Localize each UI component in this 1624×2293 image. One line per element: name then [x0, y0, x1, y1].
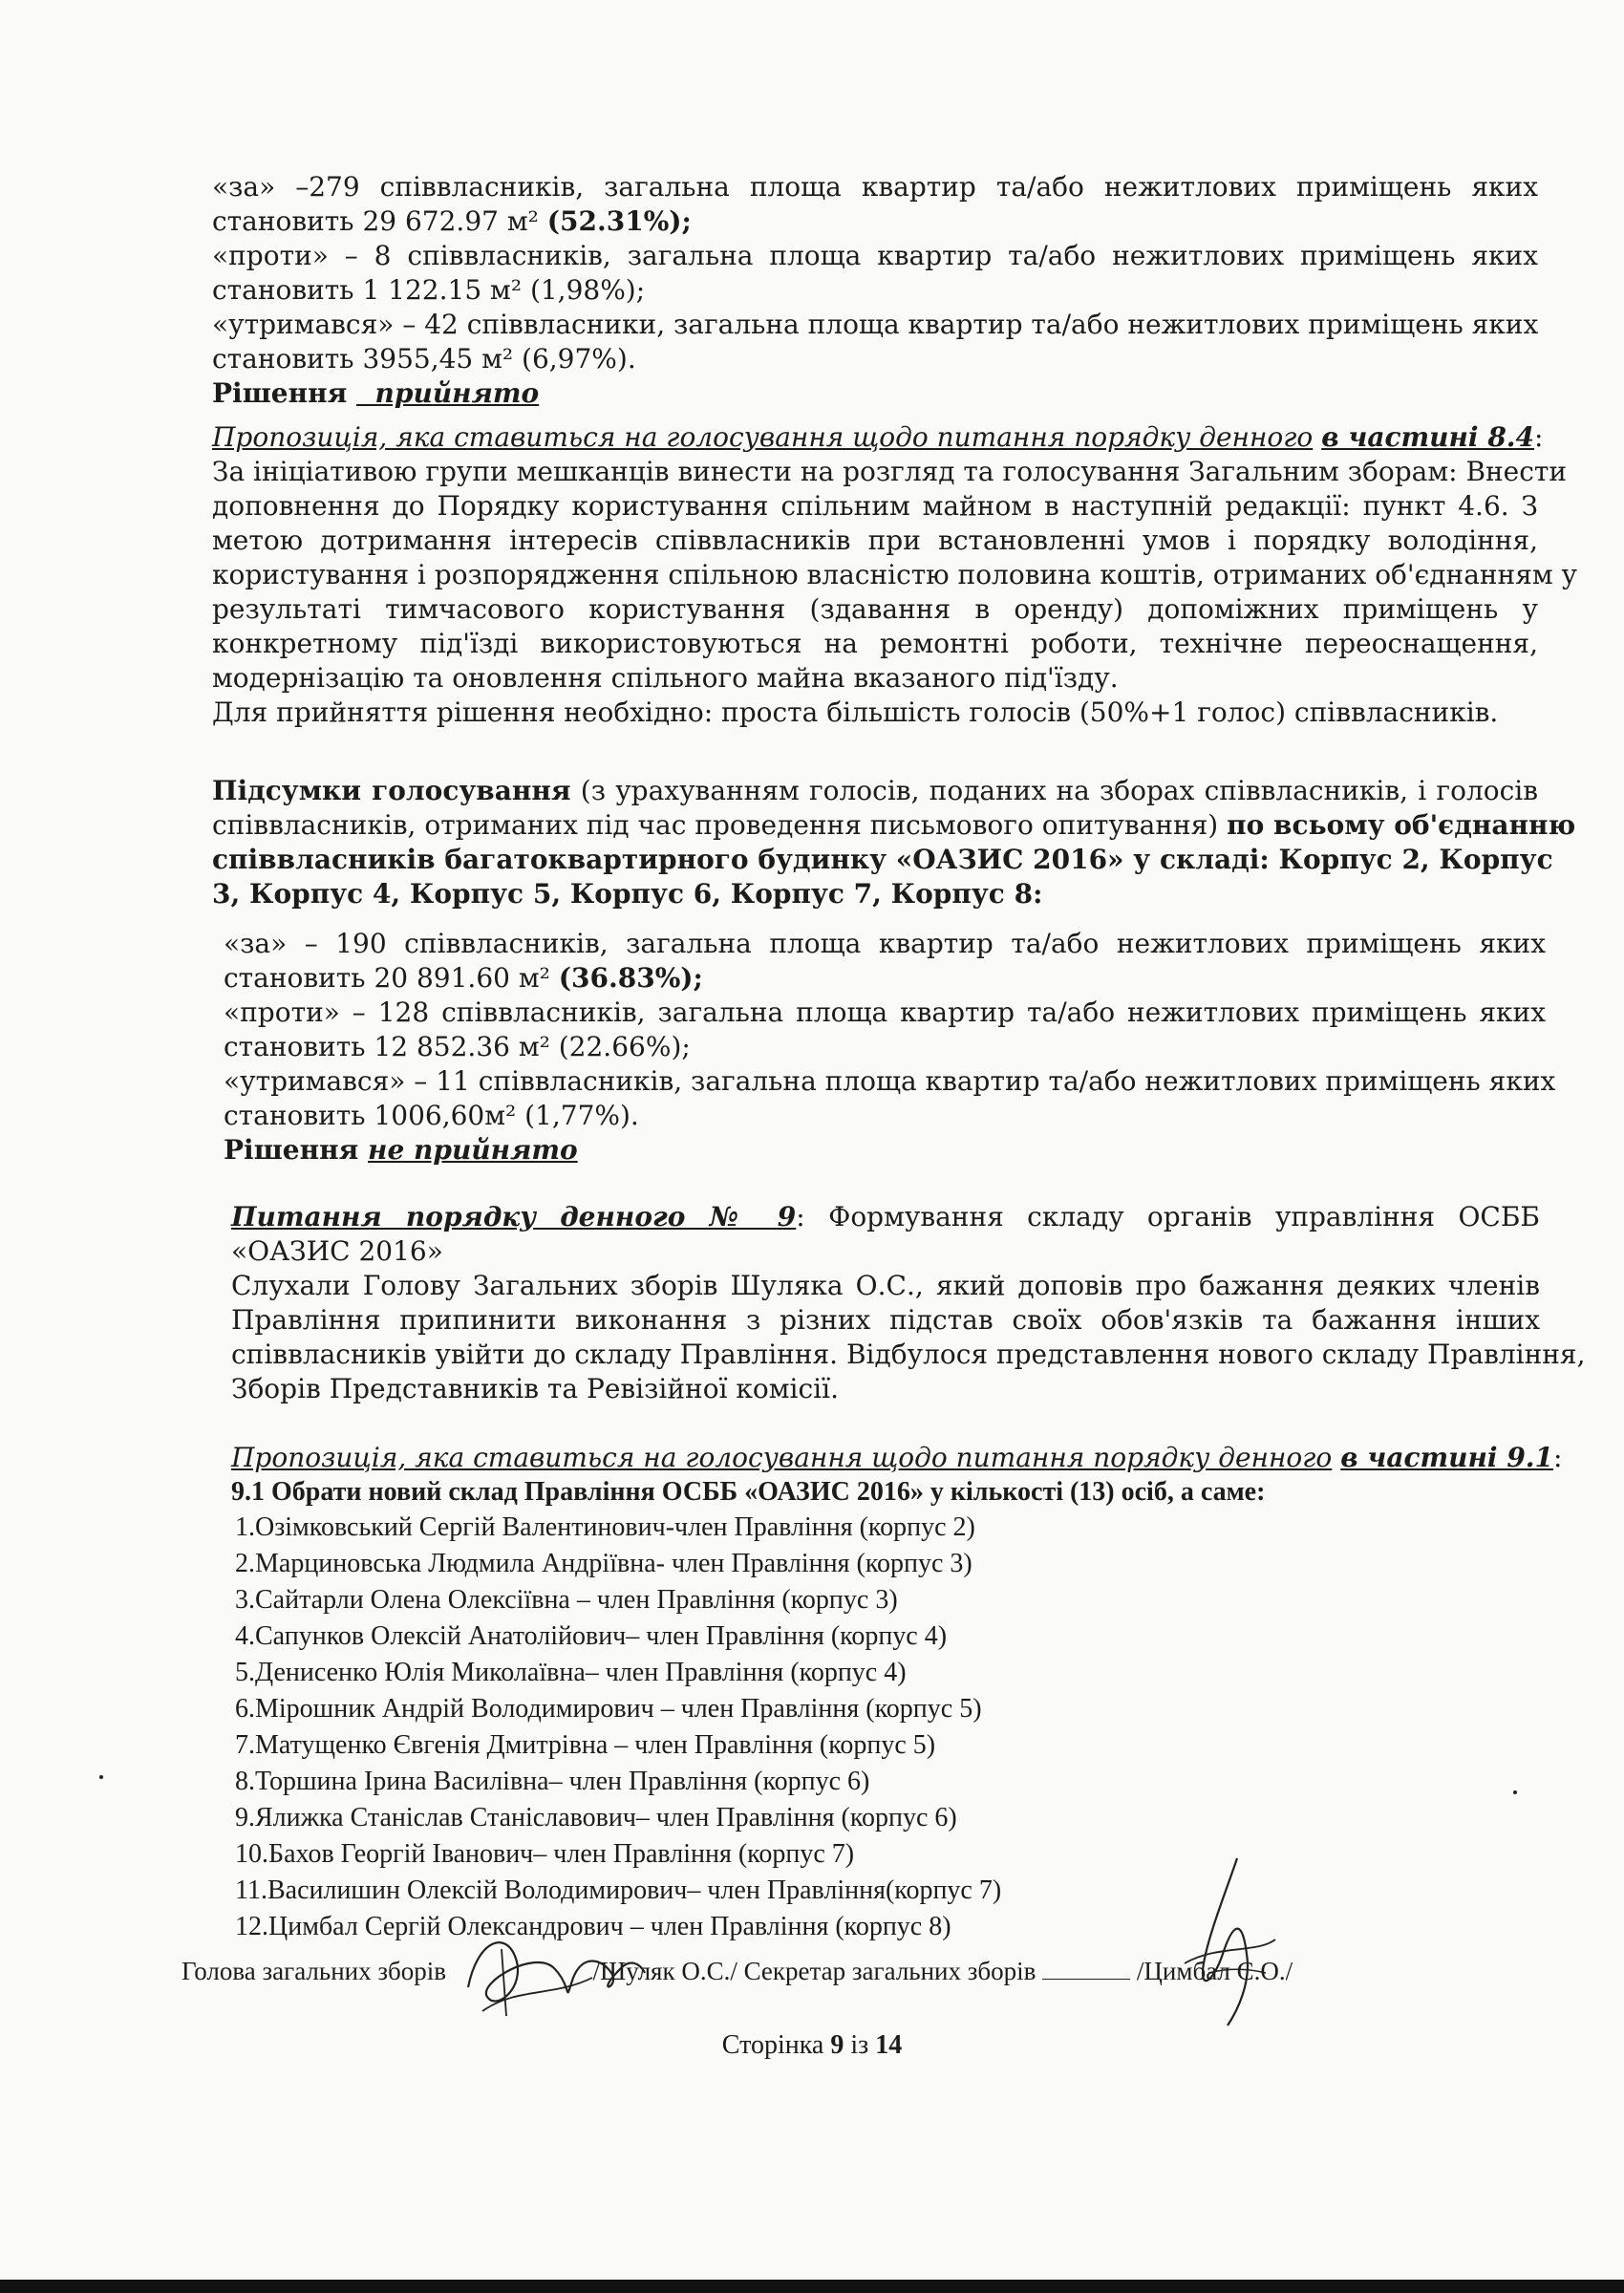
- secretary-signature-blank: [1042, 1960, 1130, 1980]
- secretary-label: Секретар загальних зборів: [743, 1957, 1036, 1985]
- proposal-line: За ініціативою групи мешканців винести на розгляд та голосування Загальним зборам: Внести: [212, 456, 1568, 487]
- list-item: 3.Сайтарли Олена Олексіївна – член Правління (корпус 3): [235, 1585, 898, 1615]
- result-abstain-area: становить 1006,60м² (1,77%).: [224, 1100, 639, 1131]
- secretary-name: /Цимбал С.О./: [1136, 1957, 1293, 1985]
- decision-line: [224, 1133, 1546, 1168]
- proposal-line: доповнення до Порядку користування спільним майном в наступній редакції: пункт 4.6. З: [212, 490, 1538, 522]
- proposal-line: модернізацію та оновлення спільного майна вказаного під'їзду.: [212, 662, 1119, 694]
- page-number: Сторінка 9 із 14: [721, 2030, 903, 2060]
- summary-line-2: співвласників, отриманих під час проведення письмового опитування) по всьому об'єднанню: [212, 809, 1576, 841]
- decision-label: Рішення: [212, 377, 348, 409]
- requirement-line: Для прийняття рішення необхідно: проста більшість голосів (50%+1 голос) співвласників.: [212, 696, 1499, 728]
- decision-line: [212, 376, 1538, 411]
- list-item: 2.Марциновська Людмила Андріївна- член Правління (корпус 3): [235, 1549, 972, 1578]
- proposal-line: результаті тимчасового користування (здавання в оренду) допоміжних приміщень у: [212, 593, 1538, 625]
- result-against-line: «проти» – 128 співвласників, загальна площа квартир та/або нежитлових приміщень яких: [224, 996, 1546, 1028]
- result-for-area: становить 29 672.97 м² (52.31%);: [212, 205, 692, 237]
- proposal-line: конкретному під'їзді використовуються на ремонтні роботи, технічне переоснащення,: [212, 628, 1538, 659]
- result-for-line: «за» – 190 співвласників, загальна площа квартир та/або нежитлових приміщень яких: [224, 928, 1546, 959]
- agenda-text: Зборів Представників та Ревізійної комісії.: [231, 1373, 839, 1404]
- list-item: 10.Бахов Георгій Іванович– член Правління (корпус 7): [235, 1839, 855, 1869]
- proposal-line: користування і розпорядження спільною власністю половина коштів, отриманих об'єднанням у: [212, 559, 1578, 590]
- proposal-heading: Пропозиція, яка ставиться на голосування щодо питання порядку денного в частині 8.4:: [212, 421, 1544, 453]
- list-item: 4.Сапунков Олексій Анатолійович– член Правління (корпус 4): [235, 1621, 948, 1651]
- decision-value: прийнято: [374, 377, 540, 409]
- board-members-list: [235, 1510, 1477, 1945]
- decision-value: не прийнято: [368, 1134, 578, 1166]
- decision-label: Рішення: [224, 1134, 359, 1166]
- proposal-8-4: [212, 420, 1578, 730]
- result-against-area: становить 12 852.36 м² (22.66%);: [224, 1031, 691, 1062]
- list-item: 5.Денисенко Юлія Миколаївна– член Правління (корпус 4): [235, 1658, 907, 1687]
- summary-line-3: співвласників багатоквартирного будинку «ОАЗИС 2016» у складі: Корпус 2, Корпус: [212, 844, 1553, 875]
- summary-line-1: Підсумки голосування (з урахуванням голосів, поданих на зборах співвласників, і голосів: [212, 775, 1538, 806]
- agenda-heading-cont: «ОАЗИС 2016»: [231, 1235, 443, 1267]
- list-item: 12.Цимбал Сергій Олександрович – член Правління (корпус 8): [235, 1912, 951, 1941]
- result-abstain-area: становить 3955,45 м² (6,97%).: [212, 343, 636, 375]
- proposal-heading-part: в частині 8.4: [1321, 421, 1535, 453]
- result-against-line: «проти» – 8 співвласників, загальна площа квартир та/або нежитлових приміщень яких: [212, 240, 1538, 271]
- voting-summary-heading: [212, 774, 1576, 911]
- list-item: 11.Василишин Олексій Володимирович– член Правління(корпус 7): [235, 1875, 1002, 1905]
- agenda-item-9: [231, 1200, 1586, 1406]
- proposal-heading-text: Пропозиція, яка ставиться на голосування щодо питання порядку денного: [212, 421, 1314, 453]
- agenda-text: Правління припинити виконання з різних підстав своїх обов'язків та бажання інших: [231, 1304, 1540, 1336]
- proposal-subheading: 9.1 Обрати новий склад Правління ОСББ «ОАЗИС 2016» у кількості (13) осіб, а саме:: [231, 1477, 1266, 1507]
- proposal-line: метою дотримання інтересів співвласників при встановленні умов і порядку володіння,: [212, 525, 1538, 556]
- secretary-signature: [1170, 1849, 1285, 2040]
- result-for-line: «за» –279 співвласників, загальна площа квартир та/або нежитлових приміщень яких: [212, 171, 1538, 203]
- result-abstain-line: «утримався» – 11 співвласників, загальна площа квартир та/або нежитлових приміщень яких: [224, 1065, 1556, 1097]
- list-item: 8.Торшина Ірина Василівна– член Правління (корпус 6): [235, 1767, 870, 1796]
- vote-results-8-3: [212, 170, 1538, 411]
- vote-results-8-4: [224, 927, 1556, 1168]
- agenda-heading: Питання порядку денного № 9: Формування складу органів управління ОСББ: [231, 1201, 1540, 1232]
- list-item: 1.Озімковський Сергій Валентинович-член Правління (корпус 2): [235, 1512, 975, 1542]
- chair-label: Голова загальних зборів: [182, 1957, 447, 1985]
- list-item: 6.Мірошник Андрій Володимирович – член Правління (корпус 5): [235, 1694, 982, 1724]
- scan-bottom-edge: [0, 2280, 1624, 2293]
- list-item: 9.Ялижка Станіслав Станіславович– член Правління (корпус 6): [235, 1803, 957, 1832]
- scan-speck: [99, 1775, 103, 1779]
- result-against-area: становить 1 122.15 м² (1,98%);: [212, 274, 646, 306]
- result-for-area: становить 20 891.60 м² (36.83%);: [224, 962, 703, 994]
- agenda-text: співвласників увійти до складу Правління. Відбулося представлення нового складу Правління,: [231, 1339, 1586, 1370]
- proposal-heading: Пропозиція, яка ставиться на голосування щодо питання порядку денного в частині 9.1:: [231, 1442, 1563, 1473]
- list-item: 7.Матущенко Євгенія Дмитрівна – член Правління (корпус 5): [235, 1730, 936, 1760]
- signature-line: [182, 1957, 1519, 1986]
- chair-signature: [449, 1920, 650, 2025]
- scan-speck: [1513, 1790, 1517, 1794]
- proposal-9-1: [231, 1441, 1563, 1510]
- result-abstain-line: «утримався» – 42 співвласники, загальна площа квартир та/або нежитлових приміщень яких: [212, 309, 1539, 340]
- agenda-text: Слухали Голову Загальних зборів Шуляка О.С., який доповів про бажання деяких членів: [231, 1270, 1540, 1301]
- summary-line-4: 3, Корпус 4, Корпус 5, Корпус 6, Корпус 7, Корпус 8:: [212, 878, 1043, 910]
- chair-name: /Шуляк О.С./: [592, 1957, 737, 1985]
